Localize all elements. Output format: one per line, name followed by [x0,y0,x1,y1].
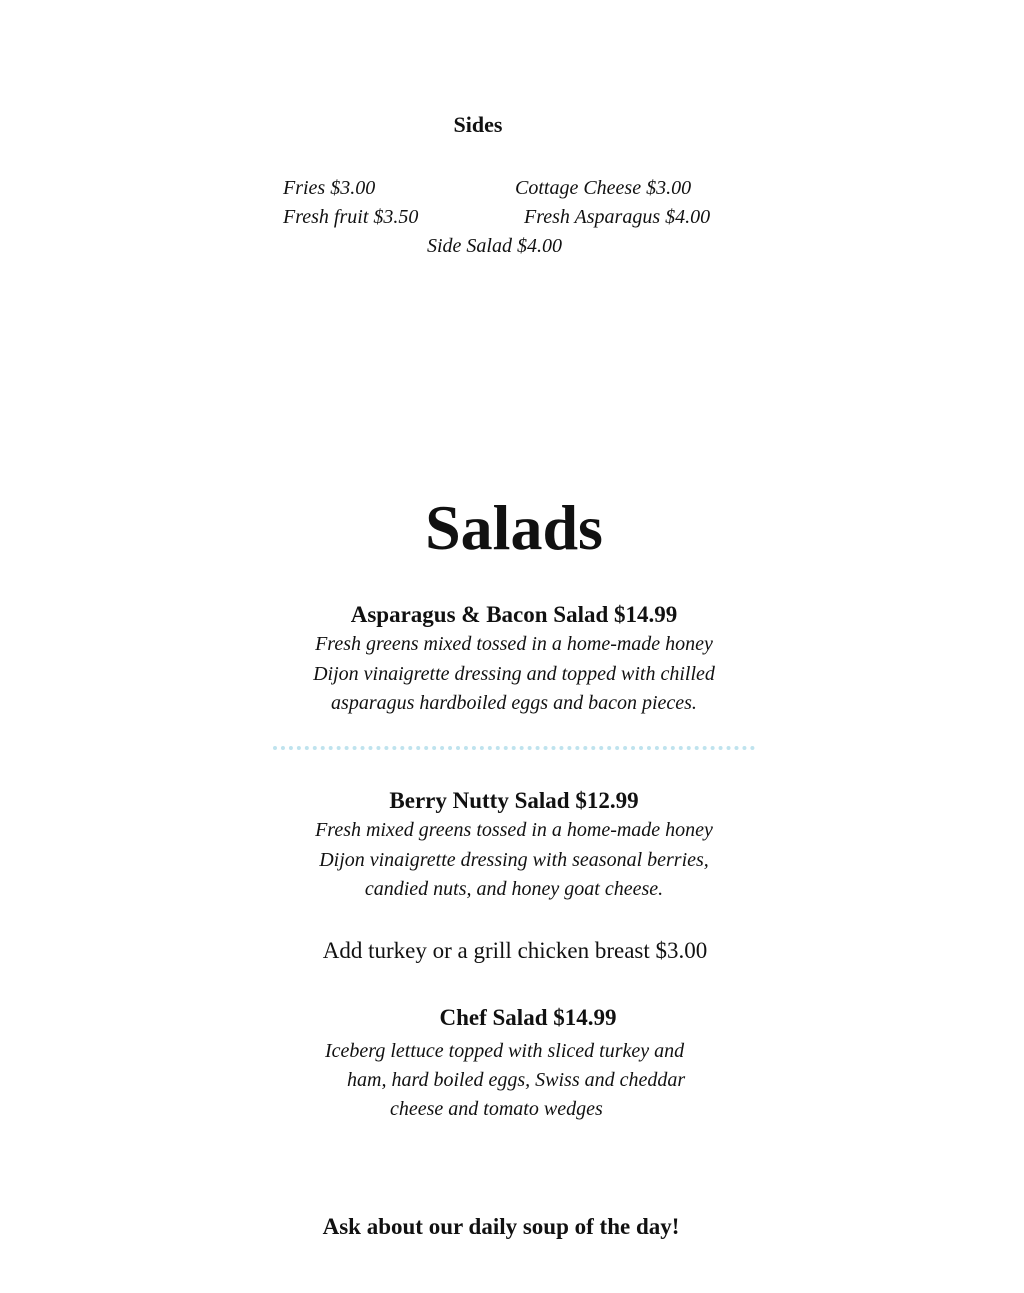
side-item-fries: Fries $3.00 [283,177,376,199]
side-item-cottage-cheese: Cottage Cheese $3.00 [515,177,692,199]
salad-name: Berry Nutty Salad $12.99 [389,788,639,813]
salad-berry-nutty [0,786,1024,905]
salad-description-line: candied nuts, and honey goat cheese. [364,878,664,900]
salad-description-line: ham, hard boiled eggs, Swiss and cheddar [347,1069,686,1091]
sides-heading: Sides [453,112,503,137]
salads-heading: Salads [425,492,603,563]
salad-name: Asparagus & Bacon Salad $14.99 [350,602,678,627]
salad-chef-name: Chef Salad $14.99 [439,1005,617,1030]
addon-note: Add turkey or a grill chicken breast $3.00 [322,938,708,963]
salad-description-line: Fresh mixed greens tossed in a home-made honey [315,819,713,841]
section-divider [273,746,755,750]
side-item-side-salad: Side Salad $4.00 [427,235,562,257]
salad-description-line: Fresh greens mixed tossed in a home-made honey [315,633,713,655]
salad-description-line: Iceberg lettuce topped with sliced turkey and [325,1040,685,1062]
salad-asparagus-bacon [0,600,1024,719]
salad-description-line: asparagus hardboiled eggs and bacon pieces. [331,692,697,714]
salad-description-line: Dijon vinaigrette dressing with seasonal berries, [319,848,709,871]
side-item-fresh-fruit: Fresh fruit $3.50 [283,206,419,228]
soup-of-the-day-note: Ask about our daily soup of the day! [322,1214,680,1239]
salad-description-line: cheese and tomato wedges [390,1098,603,1120]
side-item-fresh-asparagus: Fresh Asparagus $4.00 [524,206,711,228]
salad-description-line: Dijon vinaigrette dressing and topped with chilled [313,662,715,685]
